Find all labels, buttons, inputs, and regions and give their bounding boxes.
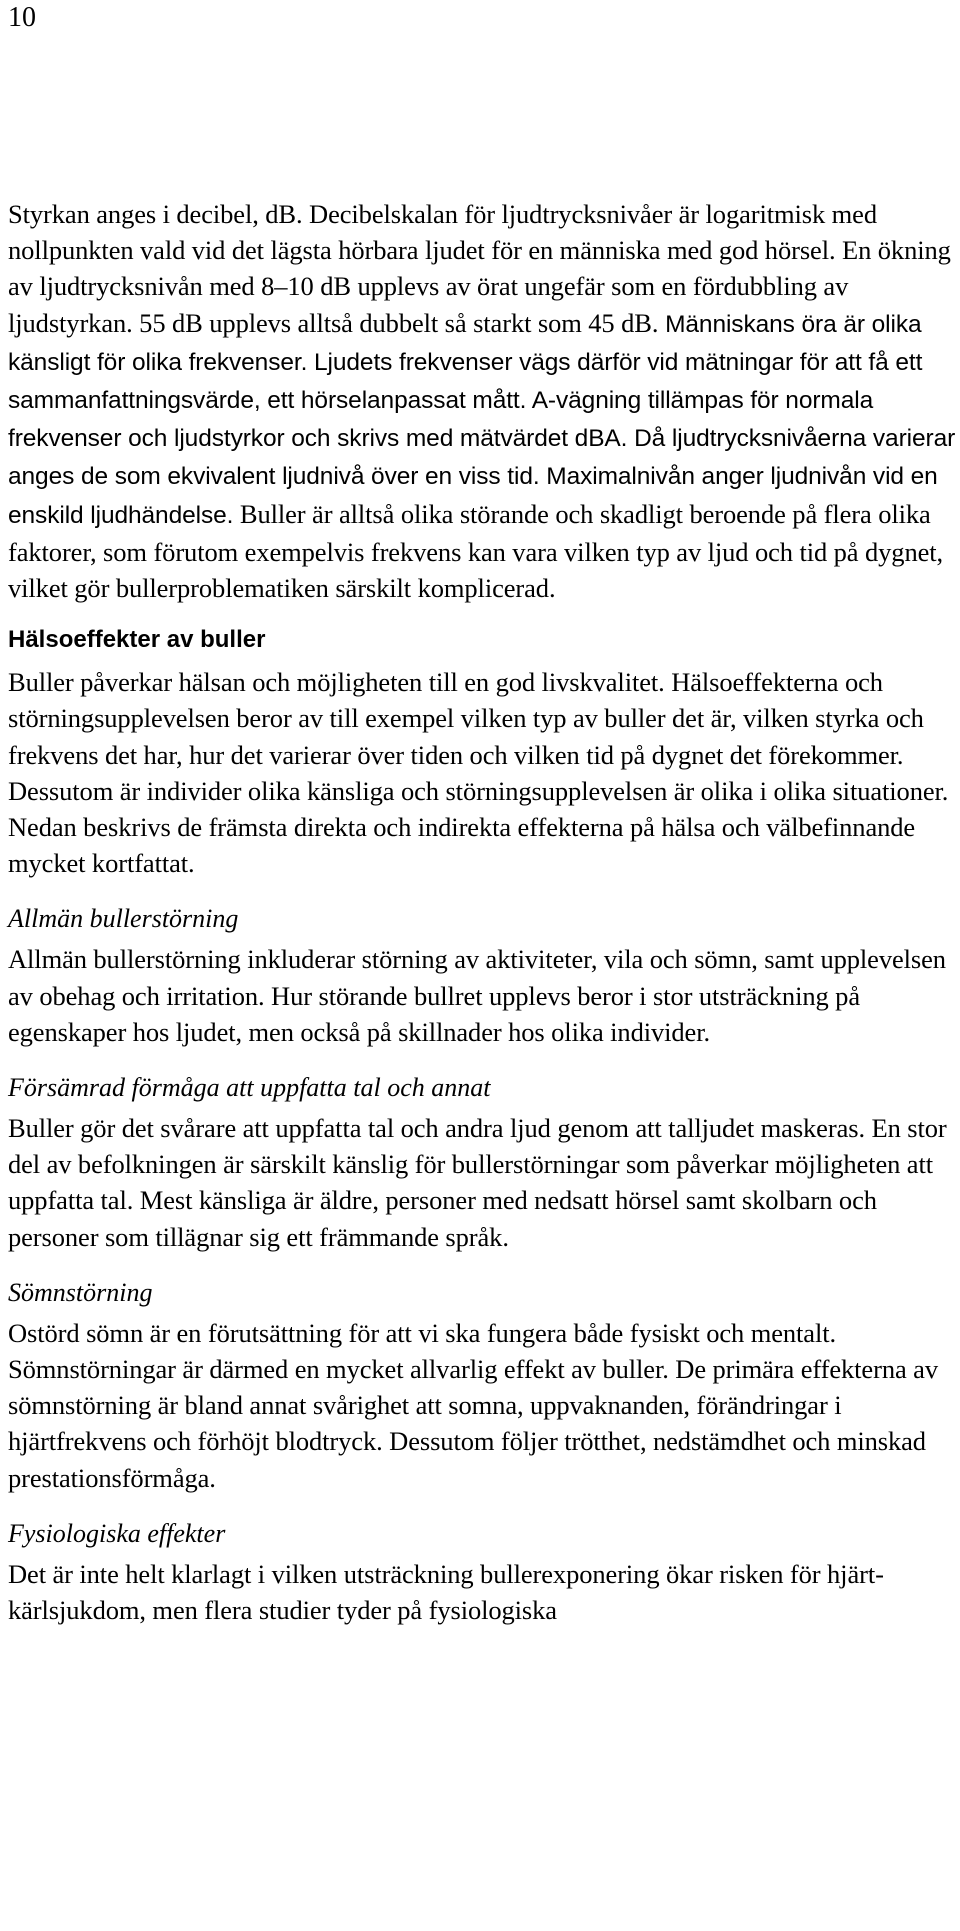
intro-sentence-3: Buller är alltså olika störande och skadligt beroende på flera olika faktorer, som förutom exempelvis frekvens kan vara vilken typ av ljud och tid på dygnet, vilket gör bullerproblematiken särskilt komplicerad. [8, 498, 944, 604]
heading-speech: Försämrad förmåga att uppfatta tal och annat [8, 1073, 491, 1103]
intro-sentence-2: Människans öra är olika känsligt för olika frekvenser. Ljudets frekvenser vägs därför vid mätningar för att få ett sammanfattningsvärde, ett hörselanpassat mått. A-vägning tillämpas för normala frekvenser och ljudstyrkor och skrivs med mätvärdet dBA. Då ljudtrycksnivåerna varierar anges de som ekvivalent ljudnivå över en viss tid. Maximalnivån anger ljudnivån vid en enskild ljudhändelse. [8, 310, 956, 529]
paragraph-physiological: Det är inte helt klarlagt i vilken utsträckning bullerexponering ökar risken för hjärt-kärlsjukdom, men flera studier tyder på fysiologiska [8, 1558, 884, 1626]
paragraph-health-effects: Buller påverkar hälsan och möjligheten till en god livskvalitet. Hälsoeffekterna och störningsupplevelsen beror av till exempel vilken typ av buller det är, vilken styrka och frekvens det har, hur det varierar över tiden och vilken tid på dygnet det förekommer. Dessutom är individer olika känsliga och störningsupplevelsen är olika i olika situationer. Nedan beskrivs de främsta direkta och indirekta effekterna på hälsa och välbefinnande mycket kortfattat. [8, 667, 949, 879]
heading-health-effects: Hälsoeffekter av buller [8, 626, 266, 654]
heading-physiological: Fysiologiska effekter [8, 1518, 226, 1548]
paragraph-speech: Buller gör det svårare att uppfatta tal och andra ljud genom att talljudet maskeras. En stor del av befolkningen är särskilt känslig för bullerstörningar som påverkar möjligheten att uppfatta tal. Mest känsliga är äldre, personer med nedsatt hörsel samt skolbarn och personer som tillägnar sig ett främmande språk. [8, 1113, 947, 1252]
paragraph-sleep: Ostörd sömn är en förutsättning för att vi ska fungera både fysiskt och mentalt. Sömnstörningar är därmed en mycket allvarlig effekt av buller. De primära effekterna av sömnstörning är bland annat svårighet att somna, uppvaknanden, förändringar i hjärtfrekvens och förhöjt blodtryck. Dessutom följer trötthet, nedstämdhet och minskad prestationsförmåga. [8, 1317, 938, 1493]
heading-sleep: Sömnstörning [8, 1277, 153, 1307]
heading-general-disturbance: Allmän bullerstörning [8, 904, 239, 934]
intro-paragraph [8, 196, 960, 606]
page-number: 10 [8, 2, 36, 33]
paragraph-general-disturbance: Allmän bullerstörning inkluderar störning av aktiviteter, vila och sömn, samt upplevelsen av obehag och irritation. Hur störande bullret upplevs beror i stor utsträckning på egenskaper hos ljudet, men också på skillnader hos olika individer. [8, 944, 946, 1047]
intro-sentence-1: Styrkan anges i decibel, dB. Decibelskalan för ljudtrycksnivåer är logaritmisk med nollpunkten vald vid det lägsta hörbara ljudet för en människa med god hörsel. En ökning av ljudtrycksnivån med 8–10 dB upplevs av örat ungefär som en fördubbling av ljudstyrkan. 55 dB upplevs alltså dubbelt så starkt som 45 dB. [8, 199, 951, 338]
document-body [8, 196, 960, 1628]
